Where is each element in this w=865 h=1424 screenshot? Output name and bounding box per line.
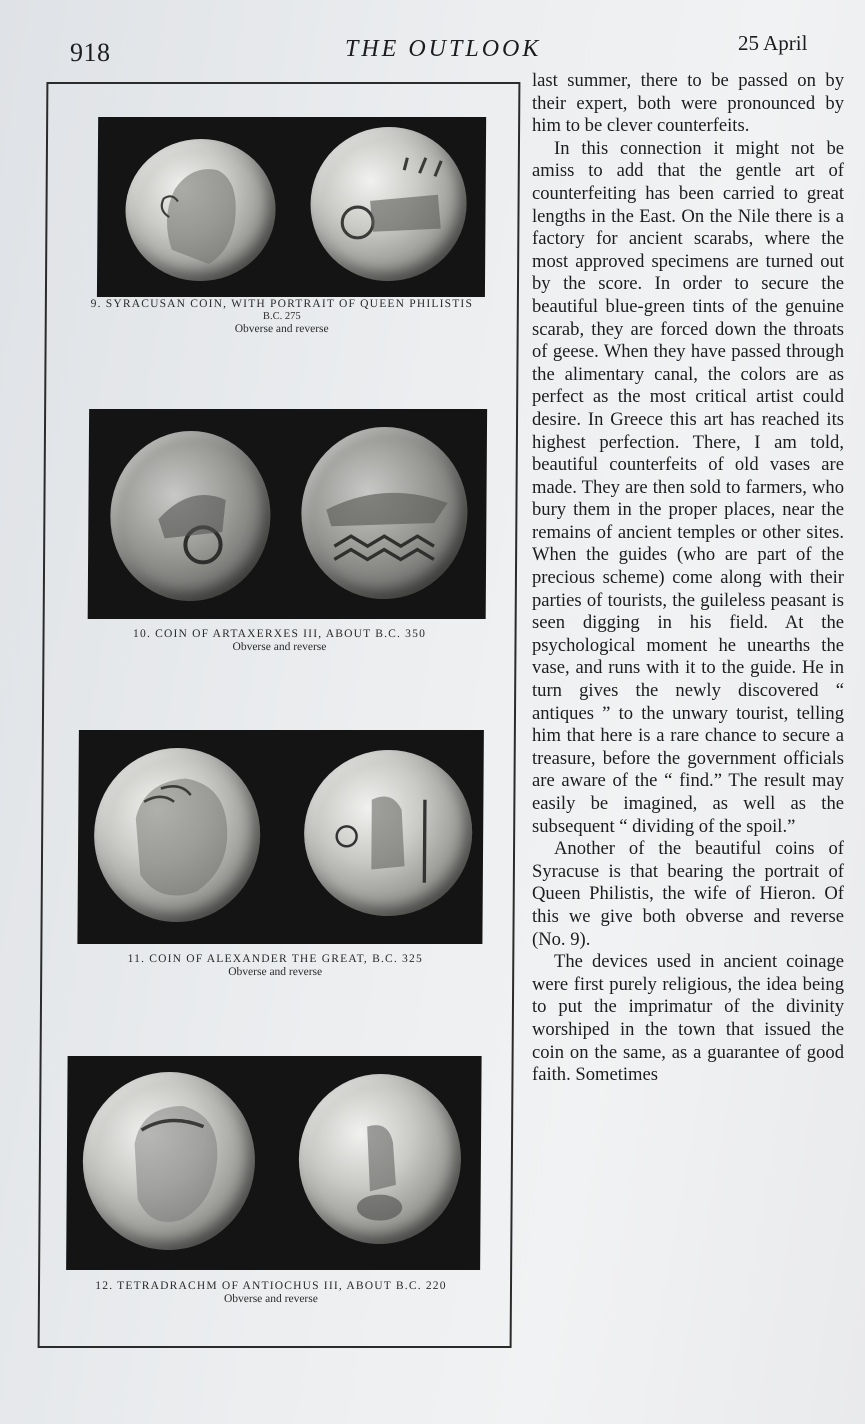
caption-11-title: 11. COIN OF ALEXANDER THE GREAT, B.C. 325: [127, 953, 423, 965]
caption-9: [47, 298, 517, 335]
coin-obverse-9: [125, 139, 276, 281]
queen-portrait-icon: [125, 139, 276, 281]
caption-9-subtitle: Obverse and reverse: [234, 323, 329, 335]
page-header: [0, 28, 865, 68]
coin-obverse-10: [110, 431, 271, 601]
coin-plate-9: [97, 117, 486, 297]
caption-12: [36, 1280, 506, 1305]
coin-plate-10: [88, 409, 487, 619]
coin-reverse-10: [301, 427, 468, 599]
coin-reverse-9: [310, 127, 467, 281]
coin-figures-panel: [38, 82, 521, 1348]
running-title: THE OUTLOOK: [345, 36, 542, 62]
galley-icon: [301, 427, 468, 599]
chariot-king-icon: [110, 431, 271, 601]
caption-12-title: 12. TETRADRACHM OF ANTIOCHUS III, ABOUT B.C. 220: [95, 1280, 447, 1292]
paragraph-2: In this connection it might not be amiss to add that the gentle art of counterfeiting has been carried to great lengths in the East. On the Nile there is a factory for ancient scarabs, where the most approved specimens are turned out by the score. In order to secure the beautiful blue-green tints of the genuine scarab, they are forced down the throats of geese. When they have passed through the alimentary canal, the colors are as perfect as the most critical artist could desire. In Greece this art has reached its highest perfection. There, I am told, beautiful counterfeits of old vases are made. They are then sold to farmers, who bury them in the proper places, near the remains of ancient temples or other sites. When the guides (who are part of the precious scheme) come along with their parties of tourists, the guileless peasant is seen digging in his field. At the psychological moment he unearths the vase, and runs with it to the guide. He in turn gives the newly discovered “ antiques ” to the unwary tourist, telling him that here is a rare chance to secure a treasure, before the government officials are aware of the “ find.” The result may easily be imagined, as well as the subsequent “ dividing of the spoil.”: [532, 137, 844, 837]
caption-11: [40, 953, 510, 978]
coin-obverse-12: [82, 1072, 255, 1250]
coin-plate-11: [77, 730, 483, 944]
coin-plate-12: [66, 1056, 481, 1270]
antiochus-portrait-icon: [82, 1072, 255, 1250]
coin-obverse-11: [94, 748, 261, 922]
article-text-column: [532, 70, 844, 1087]
apollo-seated-icon: [298, 1074, 461, 1244]
caption-12-subtitle: Obverse and reverse: [223, 1293, 318, 1305]
zeus-enthroned-icon: [304, 750, 473, 916]
caption-10-title: 10. COIN OF ARTAXERXES III, ABOUT B.C. 350: [133, 628, 427, 640]
caption-9-date: B.C. 275: [262, 311, 301, 322]
caption-10: [44, 628, 514, 653]
coin-reverse-12: [298, 1074, 461, 1244]
coin-reverse-11: [304, 750, 473, 916]
caption-11-subtitle: Obverse and reverse: [228, 966, 323, 978]
chariot-icon: [310, 127, 467, 281]
paragraph-3: Another of the beautiful coins of Syracuse is that bearing the portrait of Queen Philistis, the wife of Hieron. Of this we give both obverse and reverse (No. 9).: [532, 838, 844, 950]
caption-10-subtitle: Obverse and reverse: [232, 641, 327, 653]
heracles-portrait-icon: [94, 748, 261, 922]
caption-9-title: 9. SYRACUSAN COIN, WITH PORTRAIT OF QUEEN PHILISTIS: [90, 298, 474, 310]
page-number: 918: [70, 38, 111, 67]
issue-date: 25 April: [738, 31, 808, 55]
paragraph-4: The devices used in ancient coinage were first purely religious, the idea being to put the imprimatur of the divinity worshiped in the town that issued the coin on the same, as a guarantee of good faith. Sometimes: [532, 951, 844, 1086]
paragraph-1: last summer, there to be passed on by their expert, both were pronounced by him to be clever counterfeits.: [532, 70, 844, 137]
